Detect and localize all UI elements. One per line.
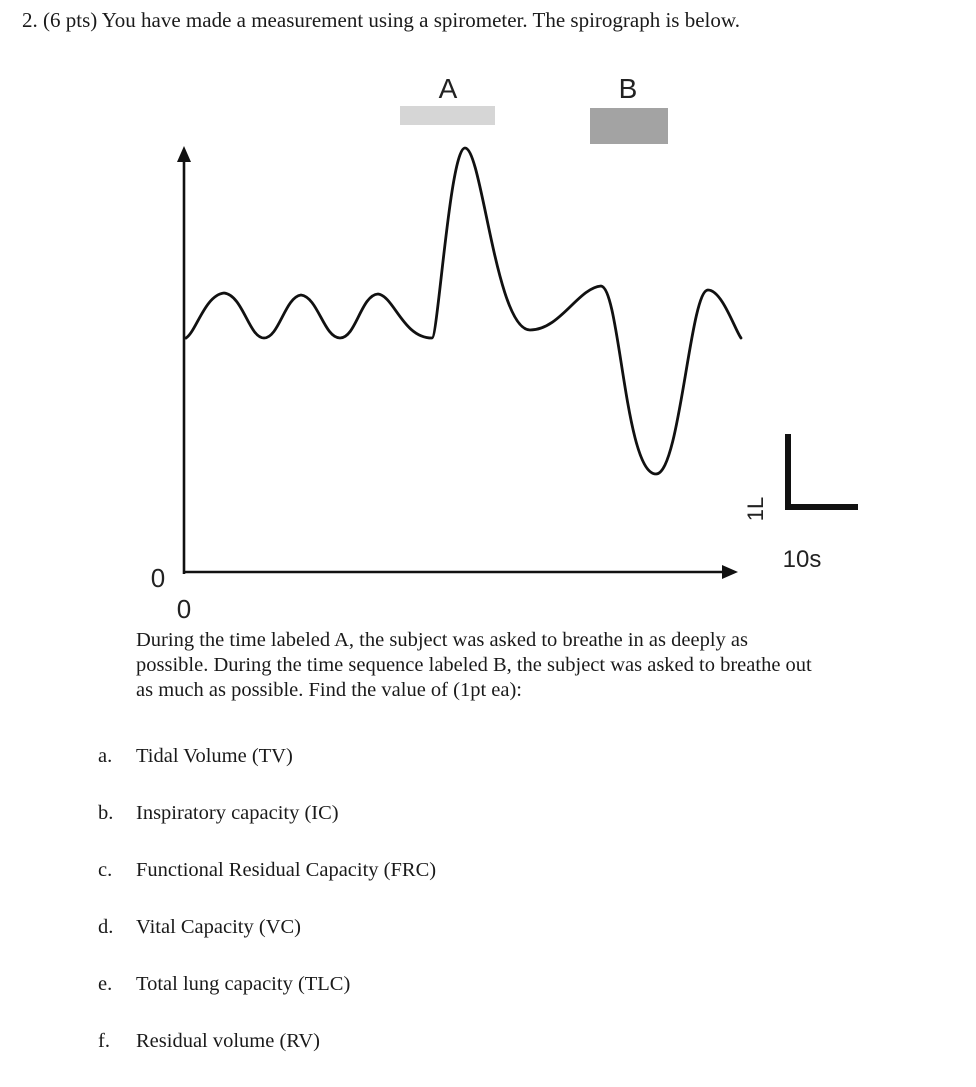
subquestion-text: Residual volume (RV) bbox=[136, 1030, 320, 1052]
period-b-label: B bbox=[618, 73, 638, 104]
subquestion-letter: b. bbox=[98, 802, 114, 824]
y-origin-label: 0 bbox=[150, 563, 166, 593]
subquestion-text: Inspiratory capacity (IC) bbox=[136, 802, 339, 824]
subquestion-letter: d. bbox=[98, 916, 114, 938]
subquestion-text: Vital Capacity (VC) bbox=[136, 916, 302, 938]
instructions-paragraph bbox=[136, 628, 966, 703]
spirogram-trace bbox=[186, 148, 741, 474]
scale-bar bbox=[788, 434, 858, 507]
x-origin-label: 0 bbox=[176, 594, 192, 624]
y-axis-arrowhead bbox=[177, 146, 191, 162]
subquestion-letter: c. bbox=[98, 859, 113, 881]
subquestion-letter: e. bbox=[98, 973, 113, 995]
paragraph-line: as much as possible. Find the value of (1pt ea): bbox=[136, 679, 522, 701]
period-a-label: A bbox=[438, 73, 458, 104]
subquestion-text: Total lung capacity (TLC) bbox=[136, 973, 351, 995]
paragraph-line: possible. During the time sequence labeled B, the subject was asked to breathe out bbox=[136, 654, 812, 676]
subquestion-text: Functional Residual Capacity (FRC) bbox=[136, 859, 437, 881]
paragraph-line: During the time labeled A, the subject was asked to breathe in as deeply as bbox=[136, 629, 748, 651]
period-b-bar bbox=[590, 108, 668, 144]
period-a-bar bbox=[400, 106, 495, 125]
scale-bar-volume-label: 1L bbox=[743, 496, 768, 522]
question-header: 2. (6 pts) You have made a measurement using a spirometer. The spirograph is below. bbox=[22, 8, 740, 32]
scale-bar-time-label: 10s bbox=[782, 546, 822, 573]
subquestion-text: Tidal Volume (TV) bbox=[136, 745, 293, 767]
x-axis-arrowhead bbox=[722, 565, 738, 579]
subquestion-letter: f. bbox=[98, 1030, 110, 1052]
subquestion-letter: a. bbox=[98, 745, 113, 767]
